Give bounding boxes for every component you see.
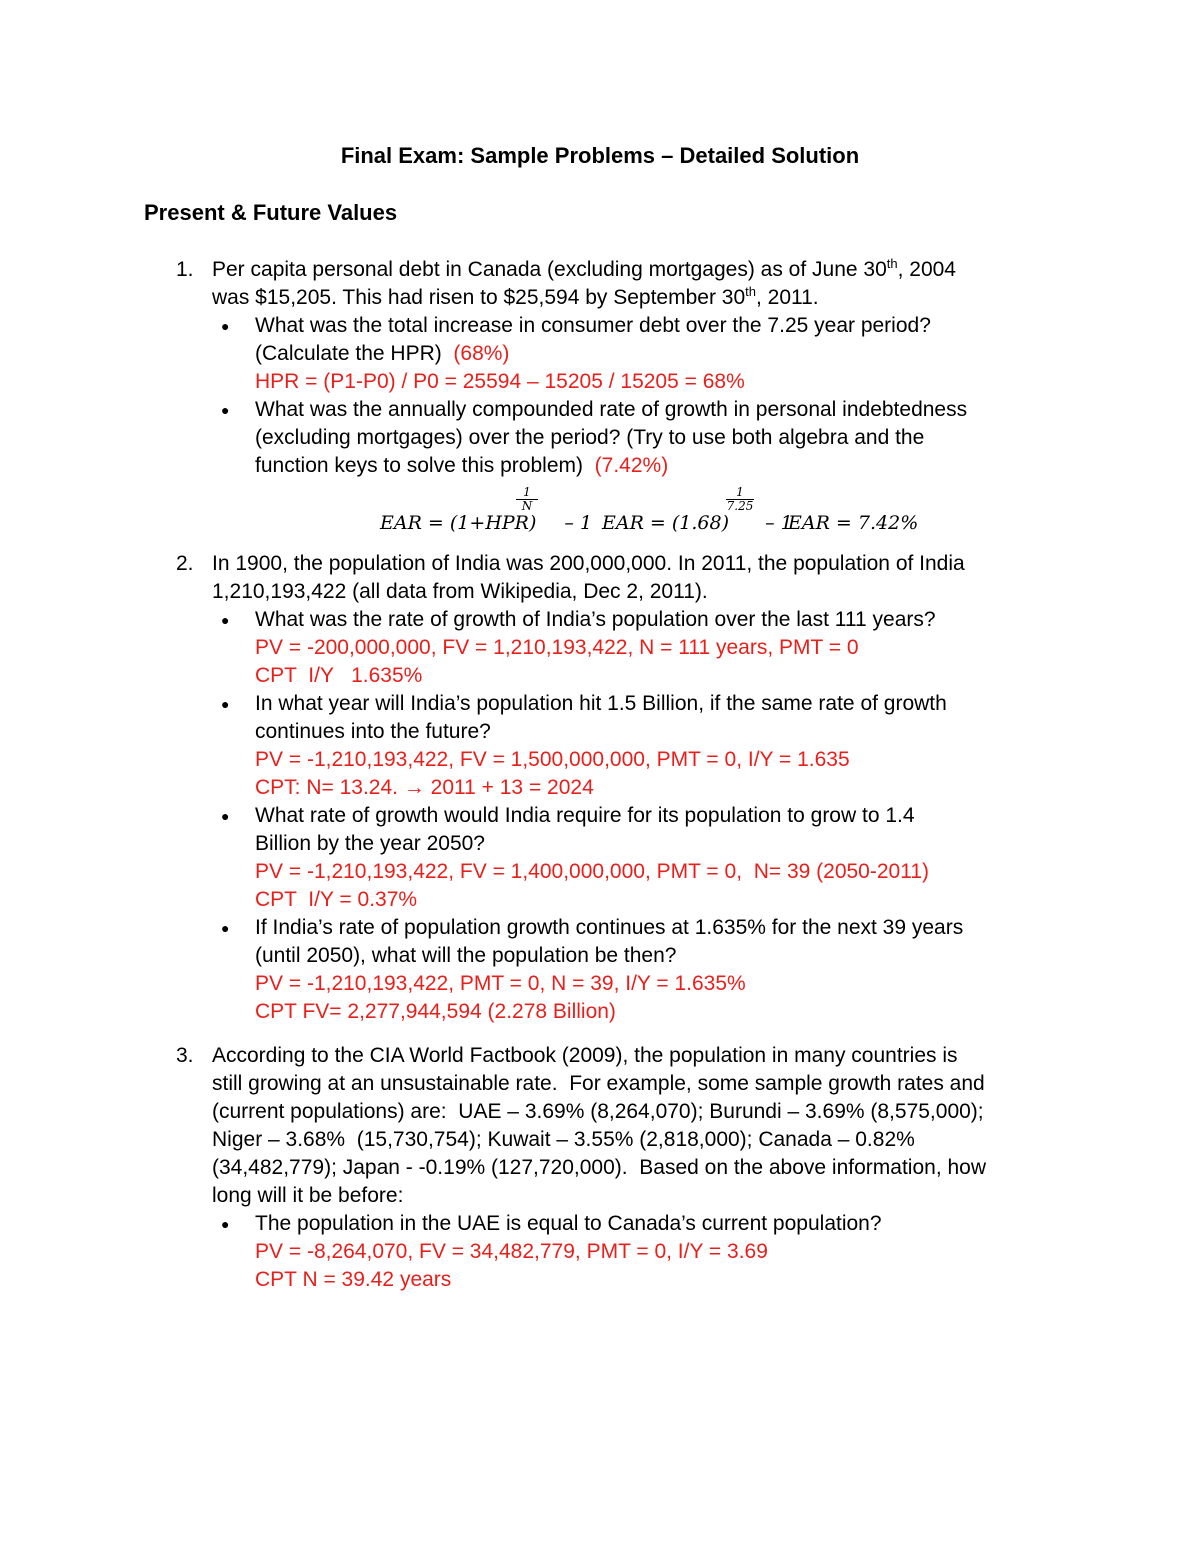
p1-b2-question-1: What was the annually compounded rate of growth in personal indebtedness bbox=[255, 398, 968, 421]
p1-b2-question-3: function keys to solve this problem) bbox=[255, 454, 583, 477]
p1-b2-question-2: (excluding mortgages) over the period? (Try to use both algebra and the bbox=[255, 426, 925, 449]
p3-text-2: still growing at an unsustainable rate. For example, some sample growth rates and bbox=[212, 1072, 985, 1095]
bullet-icon: ● bbox=[221, 318, 230, 334]
p2-b2-question-2: continues into the future? bbox=[255, 720, 491, 743]
p3-text-1: According to the CIA World Factbook (2009), the population in many countries is bbox=[212, 1044, 958, 1067]
p2-b2-solution-1-text: PV = -1,210,193,422, FV = 1,500,000,000, PMT = 0, I/Y = 1.635 bbox=[255, 748, 850, 771]
formula-1-tail: – 1 bbox=[558, 512, 593, 534]
formula-1-exp-den: N bbox=[521, 499, 533, 513]
p1-text-1b: , 2004 bbox=[897, 258, 956, 281]
formula-2-exponent bbox=[726, 486, 754, 513]
p1-text-1a: Per capita personal debt in Canada (excluding mortgages) as of June 30 bbox=[212, 258, 887, 281]
bullet-icon: ● bbox=[221, 808, 230, 824]
formula-2-base: EAR = (1.68) bbox=[602, 512, 730, 534]
p1-b1-question-2: (Calculate the HPR) bbox=[255, 342, 442, 365]
p3-text-6: long will it be before: bbox=[212, 1184, 404, 1207]
p2-number: 2. bbox=[176, 552, 194, 575]
formula-1-base: EAR = (1+HPR) bbox=[380, 512, 537, 534]
p1-number: 1. bbox=[176, 258, 194, 281]
p2-b3-question-1: What rate of growth would India require for its population to grow to 1.4 bbox=[255, 804, 915, 827]
p2-b3-solution-2-text: CPT I/Y = 0.37% bbox=[255, 888, 418, 911]
page-title: Final Exam: Sample Problems – Detailed Solution bbox=[340, 143, 860, 168]
bullet-icon: ● bbox=[221, 402, 230, 418]
p2-b2-question-1: In what year will India’s population hit 1.5 Billion, if the same rate of growth bbox=[255, 692, 947, 715]
p2-b1-question: What was the rate of growth of India’s population over the last 111 years? bbox=[255, 608, 936, 631]
p1-b2-answer: (7.42%) bbox=[594, 454, 669, 477]
formula-part-2 bbox=[602, 485, 793, 534]
formula-1-exponent bbox=[516, 486, 538, 513]
p3-b1-solution-2-text: CPT N = 39.42 years bbox=[255, 1268, 452, 1291]
p1-sup-1: th bbox=[886, 256, 898, 271]
p3-text-5: (34,482,779); Japan - -0.19% (127,720,000). Based on the above information, how bbox=[212, 1156, 987, 1179]
bullet-icon: ● bbox=[221, 920, 230, 936]
p3-text-4: Niger – 3.68% (15,730,754); Kuwait – 3.55% (2,818,000); Canada – 0.82% bbox=[212, 1128, 915, 1151]
p2-b1-solution-1-text: PV = -200,000,000, FV = 1,210,193,422, N = 111 years, PMT = 0 bbox=[255, 636, 859, 659]
formula-2-tail: – 1 bbox=[759, 512, 793, 534]
p2-b4-solution-2-text: CPT FV= 2,277,944,594 (2.278 Billion) bbox=[255, 1000, 616, 1023]
p2-b4-solution-1-text: PV = -1,210,193,422, PMT = 0, N = 39, I/Y = 1.635% bbox=[255, 972, 746, 995]
formula-3: EAR = 7.42% bbox=[788, 512, 919, 534]
p1-b1-question: What was the total increase in consumer debt over the 7.25 year period? bbox=[255, 314, 931, 337]
p1-b1-solution-text: HPR = (P1-P0) / P0 = 25594 – 15205 / 15205 = 68% bbox=[255, 370, 745, 393]
formula-part-1 bbox=[380, 485, 593, 534]
p2-text-2: 1,210,193,422 (all data from Wikipedia, Dec 2, 2011). bbox=[212, 580, 708, 603]
p1-sup-2: th bbox=[745, 284, 756, 299]
p2-b3-solution-1-text: PV = -1,210,193,422, FV = 1,400,000,000, PMT = 0, N= 39 (2050-2011) bbox=[255, 860, 930, 883]
formula-1-exp-num: 1 bbox=[516, 486, 538, 500]
section-heading: Present & Future Values bbox=[144, 200, 398, 225]
p1-text-2b: , 2011. bbox=[755, 286, 819, 309]
formula-2-exp-num: 1 bbox=[726, 486, 754, 500]
p3-text-3: (current populations) are: UAE – 3.69% (8,264,070); Burundi – 3.69% (8,575,000); bbox=[212, 1100, 984, 1123]
p3-b1-solution-1-text: PV = -8,264,070, FV = 34,482,779, PMT = 0, I/Y = 3.69 bbox=[255, 1240, 768, 1263]
p3-b1-question: The population in the UAE is equal to Canada’s current population? bbox=[255, 1212, 882, 1235]
p1-b1-answer: (68%) bbox=[453, 342, 510, 365]
p2-b3-question-2: Billion by the year 2050? bbox=[255, 832, 485, 855]
p1-text-2a: was $15,205. This had risen to $25,594 by September 30 bbox=[212, 286, 746, 309]
bullet-icon: ● bbox=[221, 1216, 230, 1232]
bullet-icon: ● bbox=[221, 612, 230, 628]
p2-b2-solution-2-text: CPT: N= 13.24. → 2011 + 13 = 2024 bbox=[255, 776, 594, 799]
p2-text-1: In 1900, the population of India was 200,000,000. In 2011, the population of India bbox=[212, 552, 965, 575]
p2-b4-question-1: If India’s rate of population growth continues at 1.635% for the next 39 years bbox=[255, 916, 964, 939]
bullet-icon: ● bbox=[221, 696, 230, 712]
p2-b1-solution-2-text: CPT I/Y 1.635% bbox=[255, 664, 423, 687]
formula-2-exp-den: 7.25 bbox=[726, 499, 754, 513]
p3-number: 3. bbox=[176, 1044, 194, 1067]
p2-b4-question-2: (until 2050), what will the population be then? bbox=[255, 944, 677, 967]
